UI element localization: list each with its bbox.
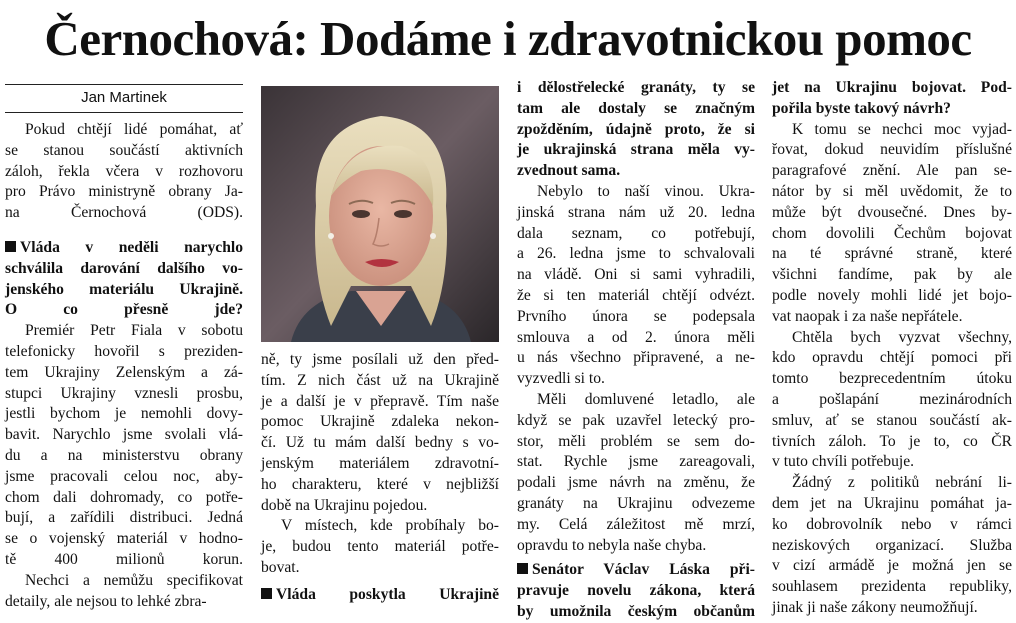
text-line: tě 400 milionů korun. bbox=[5, 550, 243, 568]
text-line: je, budou tento materiál potře- bbox=[261, 538, 499, 556]
portrait-image bbox=[261, 86, 499, 342]
question-1 bbox=[5, 238, 243, 321]
text-line: tivních záloh. To je to, co ČR bbox=[772, 432, 1012, 450]
article-headline: Černochová: Dodáme i zdravotnickou pomoc bbox=[44, 11, 972, 66]
answer-1-paragraph-3 bbox=[261, 516, 499, 578]
intro-paragraph bbox=[5, 120, 243, 224]
text-line: opravdu to nebyla naše chyba. bbox=[517, 536, 707, 554]
text-line: Premiér Petr Fiala v sobotu bbox=[25, 322, 243, 340]
text-line: že si ten materiál chtějí odvézt. bbox=[517, 286, 755, 304]
text-line: smluv, ať se stanou součástí ak- bbox=[772, 411, 1012, 429]
text-line: jenského materiálu Ukrajině. bbox=[5, 280, 243, 298]
text-line: tam ale dostaly se značným bbox=[517, 99, 755, 117]
text-line: bují, a zařídili distribuci. Jedná bbox=[5, 509, 243, 527]
text-line: du a na ministerstvu obrany bbox=[5, 446, 243, 464]
text-line: zvednout sama. bbox=[517, 162, 621, 180]
text-line: jinská strana nám už 20. ledna bbox=[517, 203, 755, 221]
text-line: jestli bychom je nemohli dovy- bbox=[5, 405, 243, 423]
text-line: Vláda poskytla Ukrajině bbox=[261, 585, 499, 606]
text-line: ně, ty jsme posílali už den před- bbox=[261, 351, 499, 368]
text-line: nátor by si měl uvědomit, že to bbox=[772, 182, 1012, 200]
question-marker-icon bbox=[517, 563, 528, 574]
text-line: ho charakteru, které v nejbližší bbox=[261, 475, 499, 493]
text-line: dem jet na Ukrajinu pomáhat ja- bbox=[772, 494, 1012, 512]
text-line: i dělostřelecké granáty, ty se bbox=[517, 79, 755, 96]
text-line: stat. Rychle jsme zareagovali, bbox=[517, 453, 755, 471]
question-marker-icon bbox=[261, 588, 272, 599]
text-line: podali jsme návrh na změnu, že bbox=[517, 474, 755, 492]
text-line: čí. Už tu mám další bedny s vo- bbox=[261, 434, 499, 452]
text-line: Prvního února se podepsala bbox=[517, 307, 755, 325]
text-line: pro Právo ministryně obrany Ja- bbox=[5, 183, 243, 201]
text-line: detaily, ale nejsou to lehké zbra- bbox=[5, 592, 207, 610]
text-line: jinak ji naše zákony neumožňují. bbox=[772, 598, 978, 616]
text-line: K tomu se nechci moc vyjad- bbox=[792, 120, 1012, 138]
text-line: granáty na Ukrajinu odvezeme bbox=[517, 494, 755, 512]
text-line: smlouva a od 2. února měli bbox=[517, 328, 755, 346]
text-line: kdo opravdu chtějí pomoci při bbox=[772, 349, 1012, 367]
portrait-photo bbox=[261, 86, 499, 342]
question-2-continuation bbox=[517, 78, 755, 182]
text-line: ko dobrovolník nebo v rámci bbox=[772, 515, 1012, 533]
text-line: O co přesně jde? bbox=[5, 301, 243, 319]
text-line: dala seznam, co potřebují, bbox=[517, 224, 755, 242]
text-line: zpožděním, údajně proto, že si bbox=[517, 120, 755, 138]
question-3-continuation bbox=[772, 78, 1012, 120]
text-line: Pokud chtějí lidé pomáhat, ať bbox=[25, 121, 243, 138]
text-line: Vláda v neděli narychlo bbox=[5, 238, 243, 259]
text-line: jet na Ukrajinu bojovat. Pod- bbox=[772, 79, 1012, 96]
text-line: Měli domluvené letadlo, ale bbox=[537, 390, 755, 408]
column-4 bbox=[772, 78, 1012, 619]
text-line: a 26. ledna jsme to schvalovali bbox=[517, 245, 755, 263]
text-line: paragrafové znění. Ale pan se- bbox=[772, 162, 1012, 180]
text-line: Senátor Václav Láska při- bbox=[517, 560, 755, 581]
author-byline: Jan Martinek bbox=[81, 89, 167, 106]
text-line: pomoc Ukrajině zdaleka nekon- bbox=[261, 413, 499, 431]
text-line: pravuje novelu zákona, která bbox=[517, 582, 755, 600]
text-line: tem Ukrajiny Zelenským a zá- bbox=[5, 363, 243, 381]
text-line: podle novely mohli lidé jet bojo- bbox=[772, 286, 1012, 304]
text-line: telefonicky hovořil s preziden- bbox=[5, 342, 243, 360]
text-line: V místech, kde probíhaly bo- bbox=[281, 517, 499, 535]
column-2 bbox=[261, 350, 499, 606]
text-line: Nechci a nemůžu specifikovat bbox=[25, 571, 243, 589]
text-line: schválila darování dalšího vo- bbox=[5, 259, 243, 277]
author-rule-top bbox=[5, 84, 243, 85]
text-line: Nebylo to naší vinou. Ukra- bbox=[537, 182, 755, 200]
text-line: bavit. Narychlo jsme svolali vlá- bbox=[5, 426, 243, 444]
text-line: a pošlapání mezinárodních bbox=[772, 390, 1012, 408]
answer-2-paragraph-2 bbox=[517, 390, 755, 556]
text-line: stor, měli problém se sem do- bbox=[517, 432, 755, 450]
answer-1-paragraph-2 bbox=[5, 571, 243, 613]
text-line: bovat. bbox=[261, 558, 300, 576]
text-line: když se pak uzavřel letecký pro- bbox=[517, 411, 755, 429]
answer-3-paragraph-3 bbox=[772, 473, 1012, 619]
question-marker-icon bbox=[5, 241, 16, 252]
text-line: může být dvousečné. Dnes by- bbox=[772, 203, 1012, 221]
author-rule-bottom bbox=[5, 112, 243, 113]
question-2 bbox=[261, 585, 499, 606]
answer-3-paragraph-1 bbox=[772, 120, 1012, 328]
text-line: tím. Z nich část už na Ukrajině bbox=[261, 371, 499, 389]
text-line: v cizí armádě je možná jen se bbox=[772, 557, 1012, 575]
text-line: stupci Ukrajiny vznesli prosbu, bbox=[5, 384, 243, 402]
text-line: na vládě. Oni si sami vyhradili, bbox=[517, 266, 755, 284]
text-line: souhlasem prezidenta republiky, bbox=[772, 578, 1012, 596]
question-3 bbox=[517, 560, 755, 622]
text-line: my. Celá záležitost mě mrzí, bbox=[517, 515, 755, 533]
text-line: vat naopak i za naše nepřátele. bbox=[772, 307, 963, 325]
text-line: je ukrajinská strana měla vy- bbox=[517, 141, 755, 159]
column-3 bbox=[517, 78, 755, 623]
answer-1-continuation bbox=[261, 350, 499, 516]
text-line: by umožnila českým občanům bbox=[517, 602, 755, 620]
text-line: na té správné straně, které bbox=[772, 245, 1012, 263]
text-line: vyzvedli si to. bbox=[517, 370, 605, 388]
text-line: je a další je v přepravě. Tím naše bbox=[261, 392, 499, 410]
text-line: Žádný z politiků nebrání li- bbox=[792, 474, 1012, 492]
text-line: chom dali dohromady, co potře- bbox=[5, 488, 243, 506]
answer-2-paragraph-1 bbox=[517, 182, 755, 390]
text-line: se o vojenský materiál v hodno- bbox=[5, 530, 243, 548]
text-line: řovat, dokud neuvidím příslušné bbox=[772, 141, 1012, 159]
answer-1-paragraph-1 bbox=[5, 321, 243, 571]
text-line: době na Ukrajinu pojedou. bbox=[261, 496, 428, 514]
text-line: tomto bezprecedentním útoku bbox=[772, 370, 1012, 388]
text-line: u nás všechno připravené, a ne- bbox=[517, 349, 755, 367]
text-line: se stanou součástí aktivních bbox=[5, 141, 243, 159]
text-line: neziskových organizací. Služba bbox=[772, 536, 1012, 554]
column-1 bbox=[5, 120, 243, 612]
text-line: jsme pracovali celou noc, aby- bbox=[5, 467, 243, 485]
text-line: pořila byste takový návrh? bbox=[772, 99, 951, 117]
text-line: v tuto chvíli potřebuje. bbox=[772, 453, 915, 471]
text-line: chom dovolili Čechům bojovat bbox=[772, 224, 1012, 242]
text-line: na Černochová (ODS). bbox=[5, 204, 243, 222]
text-line: záloh, řekla včera v rozhovoru bbox=[5, 162, 243, 180]
text-line: Chtěla bych vyzvat všechny, bbox=[792, 328, 1012, 346]
text-line: jenským materiálem zdravotní- bbox=[261, 454, 499, 472]
answer-3-paragraph-2 bbox=[772, 328, 1012, 474]
text-line: všichni fandíme, pak by ale bbox=[772, 266, 1012, 284]
